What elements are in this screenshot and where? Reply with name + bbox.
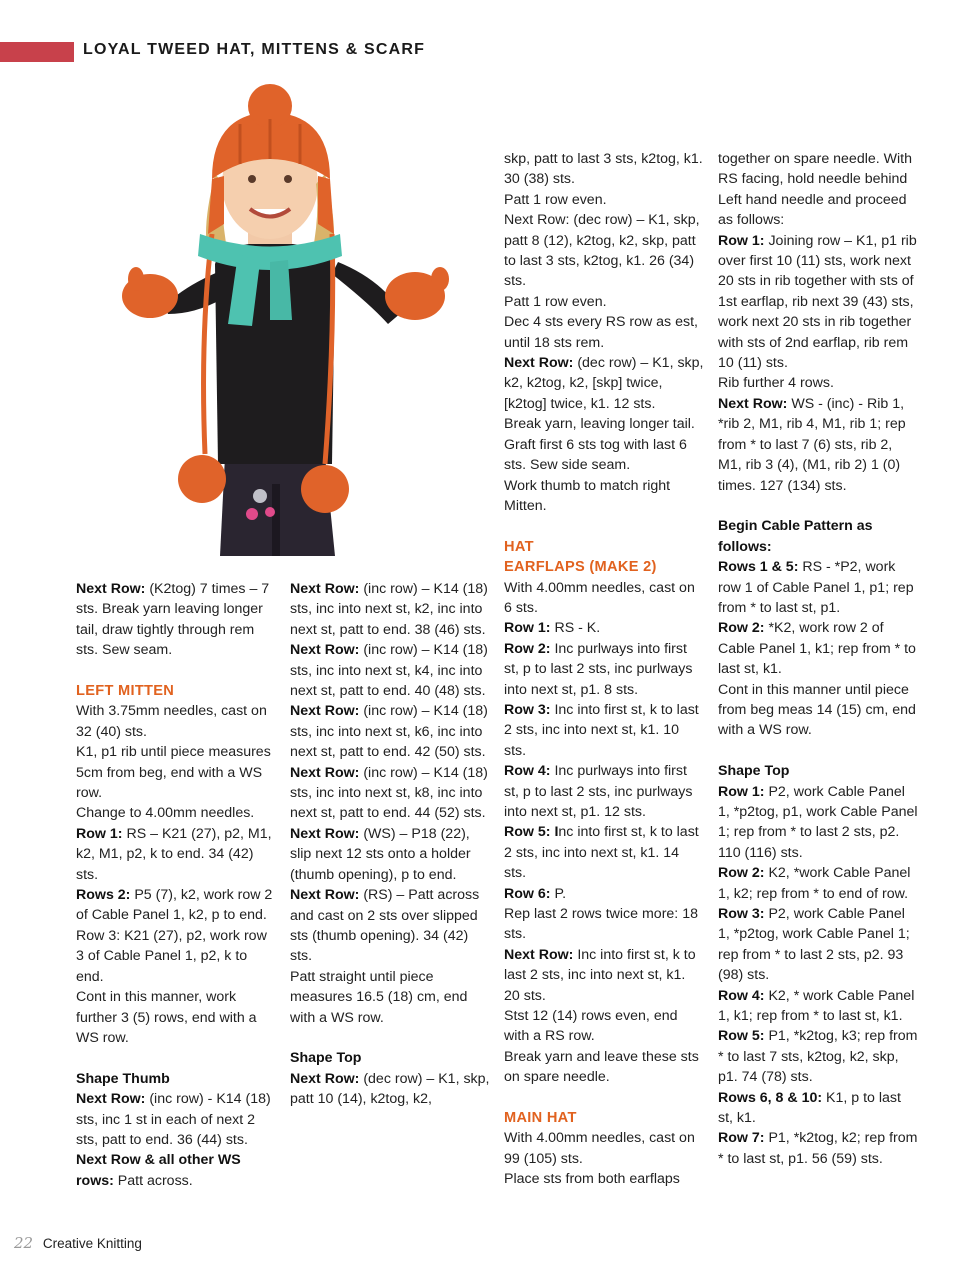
instruction-paragraph <box>718 904 918 986</box>
instruction-text: RS - *P2, work row 1 of Cable Panel 1, p1; rep from * to last st, p1. <box>718 559 914 616</box>
instruction-paragraph: Break yarn, leaving longer tail. Graft first 6 sts tog with last 6 sts. Sew side seam. <box>504 416 695 474</box>
row-label: Row 3: <box>718 906 765 922</box>
page-title: LOYAL TWEED HAT, MITTENS & SCARF <box>83 41 426 58</box>
instruction-paragraph <box>76 885 276 926</box>
row-label: Row 7: <box>718 1130 765 1147</box>
instruction-paragraph <box>718 1128 918 1169</box>
instruction-text: (inc row) – K14 (18) sts, inc into next st, k2, inc into next st, patt to end. 38 (46) sts. <box>290 581 488 638</box>
instruction-text: P5 (7), k2, work row 2 of Cable Panel 1, k2, p to end. <box>76 887 273 924</box>
product-photo <box>120 84 460 556</box>
paragraph-spacer <box>718 496 918 516</box>
instruction-paragraph: Patt straight until piece measures 16.5 (18) cm, end with a WS row. <box>290 968 468 1026</box>
row-label: Next Row: <box>290 764 360 781</box>
instruction-paragraph <box>290 579 490 640</box>
instruction-paragraph <box>504 822 704 883</box>
row-label: Row 5: I <box>504 824 559 841</box>
instruction-paragraph: Next Row: (dec row) – K1, skp, patt 8 (12), k2tog, k2, skp, patt to last 3 sts, k2tog, k1. 26 (34) sts. <box>504 212 700 290</box>
instruction-text: (dec row) – K1, skp, k2, k2tog, k2, [skp] twice, [k2tog] twice, k1. 12 sts. <box>504 355 704 412</box>
instruction-text: K2, *work Cable Panel 1, k2; rep from * to end of row. <box>718 865 911 902</box>
instruction-paragraph: Change to 4.00mm needles. <box>76 805 255 822</box>
instruction-text: (RS) – Patt across and cast on 2 sts over slipped sts (thumb opening). 34 (42) sts. <box>290 887 480 965</box>
instruction-text: P1, *k2tog, k3; rep from * to last 7 sts, k2tog, k2, skp, p1. 74 (78) sts. <box>718 1028 918 1086</box>
instruction-paragraph <box>718 618 918 679</box>
instruction-paragraph: skp, patt to last 3 sts, k2tog, k1. 30 (38) sts. <box>504 151 703 188</box>
section-heading: LEFT MITTEN <box>76 683 175 700</box>
instruction-paragraph <box>76 1150 276 1191</box>
instruction-text: RS - K. <box>550 620 601 637</box>
instruction-text: Inc into first st, k to last 2 sts, inc into next st, k1. 10 sts. <box>504 701 699 759</box>
instruction-paragraph <box>504 618 704 638</box>
instruction-paragraph <box>504 639 704 700</box>
page-footer <box>14 1234 142 1252</box>
instruction-paragraph: together on spare needle. With RS facing, hold needle behind Left hand needle and proceed as follows: <box>718 151 913 229</box>
instruction-paragraph <box>718 1088 918 1129</box>
magazine-name: Creative Knitting <box>42 1236 142 1251</box>
instruction-text: Inc into first st, k to last 2 sts, inc into next st, k1. 20 sts. <box>504 946 696 1004</box>
instruction-text: K2, * work Cable Panel 1, k1; rep from * to last st, k1. <box>718 987 915 1025</box>
instruction-paragraph <box>290 701 490 762</box>
row-label: Row 6: <box>504 885 551 902</box>
instruction-paragraph: K1, p1 rib until piece measures 5cm from beg, end with a WS row. <box>76 744 271 802</box>
row-label: Next Row: <box>290 642 360 659</box>
instruction-paragraph <box>76 1089 276 1150</box>
instruction-paragraph: Cont in this manner, work further 3 (5) rows, end with a WS row. <box>76 989 257 1046</box>
instruction-paragraph: With 4.00mm needles, cast on 99 (105) sts. <box>504 1130 695 1167</box>
section-heading: EARFLAPS (MAKE 2) <box>504 559 657 576</box>
subsection-heading: Shape Thumb <box>76 1070 170 1087</box>
instruction-text: (inc row) – K14 (18) sts, inc into next st, k8, inc into next st, patt to end. 44 (52) sts. <box>290 764 488 822</box>
row-label: Next Row: <box>76 1091 146 1108</box>
instruction-paragraph <box>504 884 704 904</box>
row-label: Row 5: <box>718 1028 765 1045</box>
instruction-text: RS – K21 (27), p2, M1, k2, M1, p2, k to end. 34 (42) sts. <box>76 825 272 883</box>
row-label: Row 2: <box>718 865 765 882</box>
instruction-paragraph: Dec 4 sts every RS row as est, until 18 sts rem. <box>504 314 698 351</box>
instruction-paragraph <box>718 557 918 618</box>
instruction-paragraph <box>290 824 490 885</box>
paragraph-spacer <box>504 1088 704 1108</box>
instruction-paragraph: Place sts from both earflaps <box>504 1171 680 1188</box>
instruction-text: Inc purlways into first st, p to last 2 sts, inc purlways into next st, p1. 12 sts. <box>504 763 693 820</box>
text-column-4 <box>718 149 918 1169</box>
row-label: Row 1: <box>504 620 551 637</box>
paragraph-spacer <box>76 1048 276 1068</box>
instruction-text: K1, p to last st, k1. <box>718 1089 901 1127</box>
paragraph-spacer <box>76 661 276 681</box>
instruction-paragraph <box>504 761 704 822</box>
row-label: Row 2: <box>504 640 551 657</box>
instruction-text: nc into first st, k to last 2 sts, inc into next st, k1. 14 sts. <box>504 824 699 882</box>
instruction-text: (dec row) – K1, skp, patt 10 (14), k2tog, k2, <box>290 1070 490 1108</box>
instruction-paragraph <box>290 640 490 701</box>
row-label: Next Row & all other WS rows: <box>76 1152 241 1189</box>
instruction-text: (K2tog) 7 times – 7 sts. Break yarn leaving longer tail, draw tightly through rem sts. Sew seam. <box>76 581 270 659</box>
instruction-text: P2, work Cable Panel 1, *p2tog, work Cable Panel 1; rep from * to last 2 sts, p2. 93 (98) sts. <box>718 906 910 984</box>
instruction-text: Patt across. <box>113 1172 193 1189</box>
instruction-paragraph <box>718 863 918 904</box>
paragraph-spacer <box>504 516 704 536</box>
instruction-paragraph: With 4.00mm needles, cast on 6 sts. <box>504 579 695 616</box>
paragraph-spacer <box>718 741 918 761</box>
instruction-paragraph: Patt 1 row even. <box>504 293 607 310</box>
instruction-paragraph: Work thumb to match right Mitten. <box>504 477 671 514</box>
instruction-text: WS - (inc) - Rib 1, *rib 2, M1, rib 4, M1, rib 1; rep from * to last 7 (6) sts, rib 2, M1, rib 3 (4), (M1, rib 2) 1 (0) times. 127 (134) sts. <box>718 395 906 494</box>
instruction-paragraph: Cont in this manner until piece from beg meas 14 (15) cm, end with a WS row. <box>718 681 916 739</box>
instruction-paragraph: Rib further 4 rows. <box>718 375 834 392</box>
row-label: Row 4: <box>718 987 765 1004</box>
row-label: Next Row: <box>504 946 574 963</box>
instruction-paragraph <box>504 945 704 1006</box>
instruction-paragraph: Row 3: K21 (27), p2, work row 3 of Cable Panel 1, p2, k to end. <box>76 927 267 985</box>
row-label: Row 1: <box>76 825 123 842</box>
paragraph-spacer <box>290 1028 490 1048</box>
subsection-heading: Shape Top <box>718 763 790 780</box>
instruction-text: Inc purlways into first st, p to last 2 sts, inc purlways into next st, p1. 8 sts. <box>504 640 693 698</box>
instruction-paragraph <box>76 579 276 661</box>
instruction-paragraph <box>504 353 704 414</box>
instruction-text: P. <box>550 885 567 902</box>
instruction-text: P2, work Cable Panel 1, *p2tog, p1, work Cable Panel 1; rep from * to last 2 sts, p2. 110 (116) sts. <box>718 783 918 861</box>
instruction-paragraph <box>290 763 490 824</box>
instruction-paragraph <box>718 231 918 374</box>
section-heading: MAIN HAT <box>504 1110 577 1127</box>
row-label: Row 3: <box>504 701 551 718</box>
text-column-1 <box>76 579 276 1191</box>
instruction-paragraph <box>718 394 918 496</box>
instruction-paragraph: Break yarn and leave these sts on spare needle. <box>504 1048 699 1086</box>
instruction-paragraph <box>504 700 704 761</box>
subsection-heading: Begin Cable Pattern as follows: <box>718 518 873 555</box>
instruction-text: (inc row) – K14 (18) sts, inc into next st, k4, inc into next st, patt to end. 40 (48) sts. <box>290 642 488 700</box>
row-label: Row 1: <box>718 232 765 249</box>
row-label: Next Row: <box>76 581 146 597</box>
instruction-text: *K2, work row 2 of Cable Panel 1, k1; rep from * to last st, k1. <box>718 620 916 678</box>
instruction-text: (WS) – P18 (22), slip next 12 sts onto a holder (thumb opening), p to end. <box>290 825 471 883</box>
row-label: Next Row: <box>290 825 360 842</box>
instruction-text: (inc row) - K14 (18) sts, inc 1 st in each of next 2 sts, patt to end. 36 (44) sts. <box>76 1091 271 1148</box>
instruction-text: P1, *k2tog, k2; rep from * to last st, p1. 56 (59) sts. <box>718 1130 918 1167</box>
instruction-paragraph: With 3.75mm needles, cast on 32 (40) sts. <box>76 703 267 740</box>
text-column-3 <box>504 149 704 1190</box>
row-label: Rows 2: <box>76 887 131 904</box>
instruction-paragraph <box>718 986 918 1027</box>
instruction-paragraph <box>76 824 276 885</box>
child-wearing-knitwear-illustration <box>120 84 460 556</box>
instruction-paragraph: Patt 1 row even. <box>504 191 607 208</box>
header-accent-bar <box>0 42 74 62</box>
row-label: Next Row: <box>290 1070 360 1087</box>
page-number: 22 <box>14 1234 34 1252</box>
instruction-paragraph <box>718 782 918 864</box>
row-label: Next Row: <box>718 395 788 412</box>
instruction-paragraph <box>290 1069 490 1110</box>
instruction-paragraph <box>718 1026 918 1087</box>
text-column-2 <box>290 579 490 1110</box>
row-label: Row 4: <box>504 763 551 780</box>
row-label: Next Row: <box>290 887 360 904</box>
instruction-text: (inc row) – K14 (18) sts, inc into next st, k6, inc into next st, patt to end. 42 (50) sts. <box>290 703 488 761</box>
subsection-heading: Shape Top <box>290 1050 362 1067</box>
row-label: Next Row: <box>290 703 360 720</box>
row-label: Next Row: <box>290 581 360 597</box>
instruction-paragraph <box>290 885 490 967</box>
row-label: Rows 1 & 5: <box>718 559 799 576</box>
row-label: Row 2: <box>718 620 765 637</box>
row-label: Next Row: <box>504 355 574 372</box>
instruction-paragraph: Stst 12 (14) rows even, end with a RS row. <box>504 1008 678 1045</box>
section-heading: HAT <box>504 538 534 555</box>
row-label: Row 1: <box>718 783 765 800</box>
instruction-paragraph: Rep last 2 rows twice more: 18 sts. <box>504 906 698 943</box>
instruction-text: Joining row – K1, p1 rib over first 10 (11) sts, work next 20 sts in rib together with sts of 1st earflap, rib next 39 (43) sts, work next 20 sts in rib together with sts of 2nd earflap, rib rem 10 (11) sts. <box>718 232 917 372</box>
row-label: Rows 6, 8 & 10: <box>718 1089 823 1106</box>
